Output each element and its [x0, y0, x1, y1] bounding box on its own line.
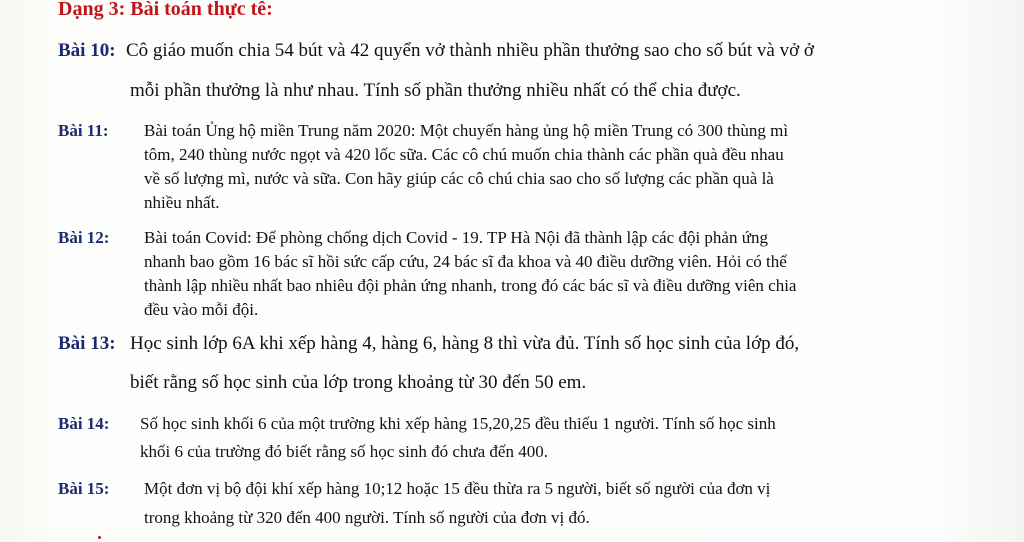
exercise-text-line: Số học sinh khối 6 của một trường khi xếp hàng 15,20,25 đều thiếu 1 người. Tính số học sinh [140, 414, 776, 433]
exercise-text-line: mỗi phần thưởng là như nhau. Tính số phần thưởng nhiều nhất có thể chia được. [130, 80, 741, 101]
exercise-text-line: Một đơn vị bộ đội khí xếp hàng 10;12 hoặc 15 đều thừa ra 5 người, biết số người của đơn vị [144, 479, 771, 498]
exercise-text-line: nhanh bao gồm 16 bác sĩ hồi sức cấp cứu, 24 bác sĩ đa khoa và 40 điều dưỡng viên. Hỏi có thể [144, 252, 787, 271]
exercise-text-line: Bài toán Covid: Để phòng chống dịch Covid - 19. TP Hà Nội đã thành lập các đội phản ứng [144, 228, 768, 247]
exercise-text-line: tôm, 240 thùng nước ngọt và 420 lốc sữa. Các cô chú muốn chia thành các phần quà đều nhau [144, 145, 784, 164]
section-heading: Dạng 3: Bài toán thực tê: [58, 0, 273, 20]
stray-mark [98, 536, 101, 539]
exercise-text-line: đều vào mỗi đội. [144, 300, 259, 319]
exercise-label: Bài 11: [58, 121, 109, 140]
exercise-label: Bài 13: [58, 333, 116, 354]
exercise-text-line: về số lượng mì, nước và sữa. Con hãy giúp các cô chú chia sao cho số lượng các phần quà là [144, 169, 774, 188]
exercise-label: Bài 15: [58, 479, 110, 498]
exercise-text-line: khối 6 của trường đó biết rằng số học sinh đó chưa đến 400. [140, 442, 548, 461]
exercise-text-line: biết rằng số học sinh của lớp trong khoảng từ 30 đến 50 em. [130, 372, 587, 393]
exercise-label: Bài 10: [58, 40, 116, 61]
exercise-text-line: thành lập nhiều nhất bao nhiêu đội phản ứng nhanh, trong đó các bác sĩ và điều dưỡng viên chia [144, 276, 797, 295]
exercise-text-line: Cô giáo muốn chia 54 bút và 42 quyển vở thành nhiều phần thưởng sao cho số bút và vở ở [126, 40, 814, 61]
exercise-text-line: nhiều nhất. [144, 193, 220, 212]
exercise-text-line: Học sinh lớp 6A khi xếp hàng 4, hàng 6, hàng 8 thì vừa đủ. Tính số học sinh của lớp đó, [130, 333, 800, 354]
exercise-text-line: Bài toán Ủng hộ miền Trung năm 2020: Một chuyến hàng ủng hộ miền Trung có 300 thùng mì [144, 121, 789, 140]
exercise-text-line: trong khoảng từ 320 đến 400 người. Tính số người của đơn vị đó. [144, 508, 590, 527]
exercise-label: Bài 14: [58, 414, 110, 433]
exercise-label: Bài 12: [58, 228, 110, 247]
